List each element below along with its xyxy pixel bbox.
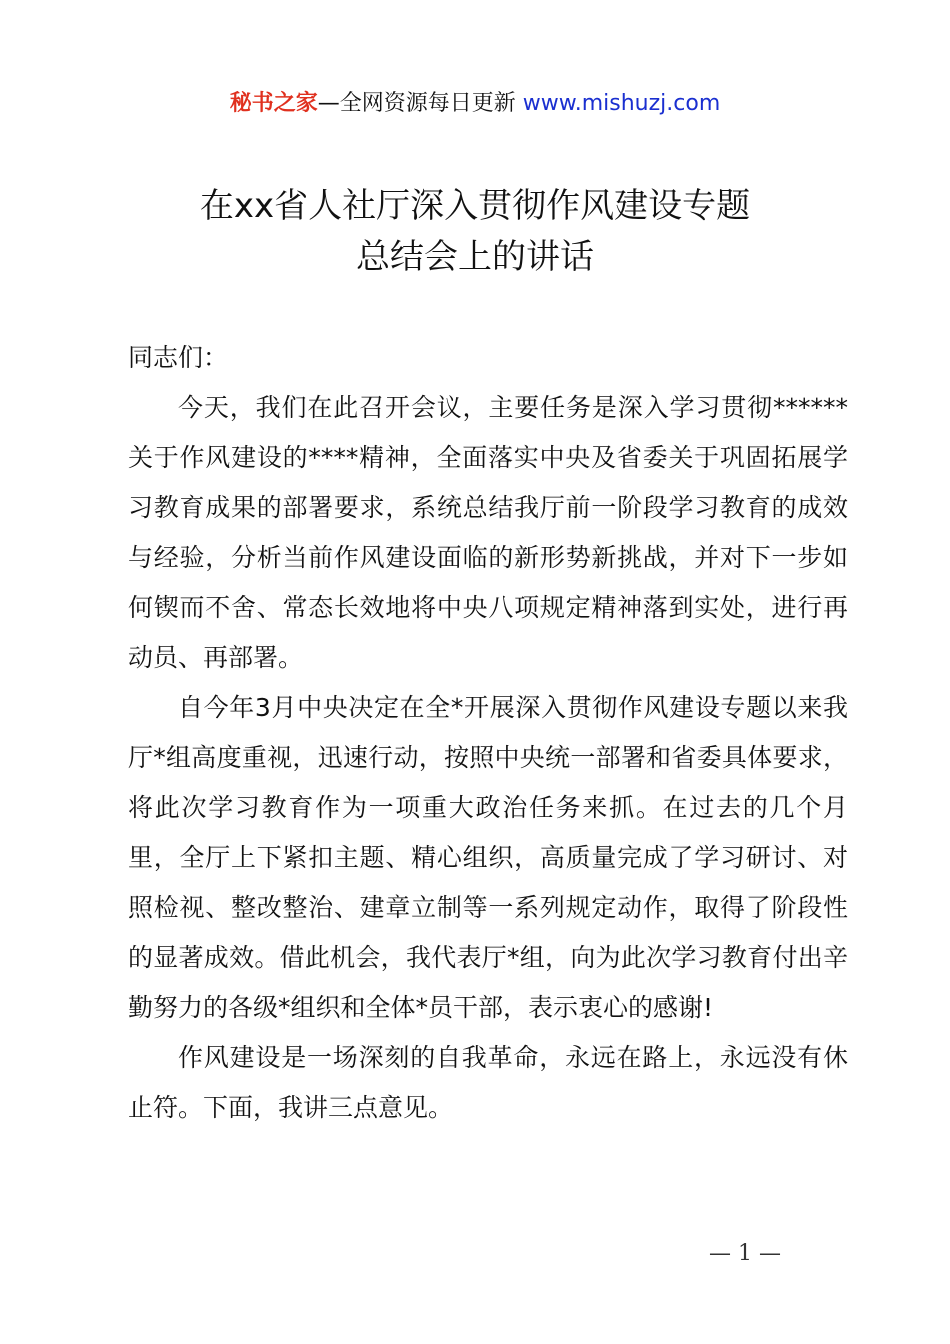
site-url-link[interactable]: www.mishuzj.com: [522, 91, 721, 116]
site-header: [0, 88, 950, 120]
page-number: — 1 —: [709, 1241, 781, 1266]
document-title-line-2: 总结会上的讲话: [356, 237, 594, 277]
paragraph: 自今年3月中央决定在全*开展深入贯彻作风建设专题以来我厅*组高度重视，迅速行动，按照中央统一部署和省委具体要求，将此次学习教育作为一项重大政治任务来抓。在过去的几个月里，全厅上下紧扣主题、精心组织，高质量完成了学习研讨、对照检视、整改整治、建章立制等一系列规定动作，取得了阶段性的显著成效。借此机会，我代表厅*组，向为此次学习教育付出辛勤努力的各级*组织和全体*员干部，表示衷心的感谢!: [128, 693, 848, 1022]
header-slogan: —全网资源每日更新: [317, 91, 523, 116]
document-title-line-1: 在xx省人社厅深入贯彻作风建设专题: [199, 186, 751, 226]
paragraph: 作风建设是一场深刻的自我革命，永远在路上，永远没有休止符。下面，我讲三点意见。: [128, 1043, 848, 1122]
salutation: 同志们：: [128, 343, 229, 372]
brand-name: 秘书之家: [229, 91, 318, 116]
paragraph: 今天，我们在此召开会议，主要任务是深入学习贯彻******关于作风建设的****精神，全面落实中央及省委关于巩固拓展学习教育成果的部署要求，系统总结我厅前一阶段学习教育的成效与经验，分析当前作风建设面临的新形势新挑战，并对下一步如何锲而不舍、常态长效地将中央八项规定精神落到实处，进行再动员、再部署。: [128, 393, 848, 672]
document-body: [128, 333, 848, 1133]
